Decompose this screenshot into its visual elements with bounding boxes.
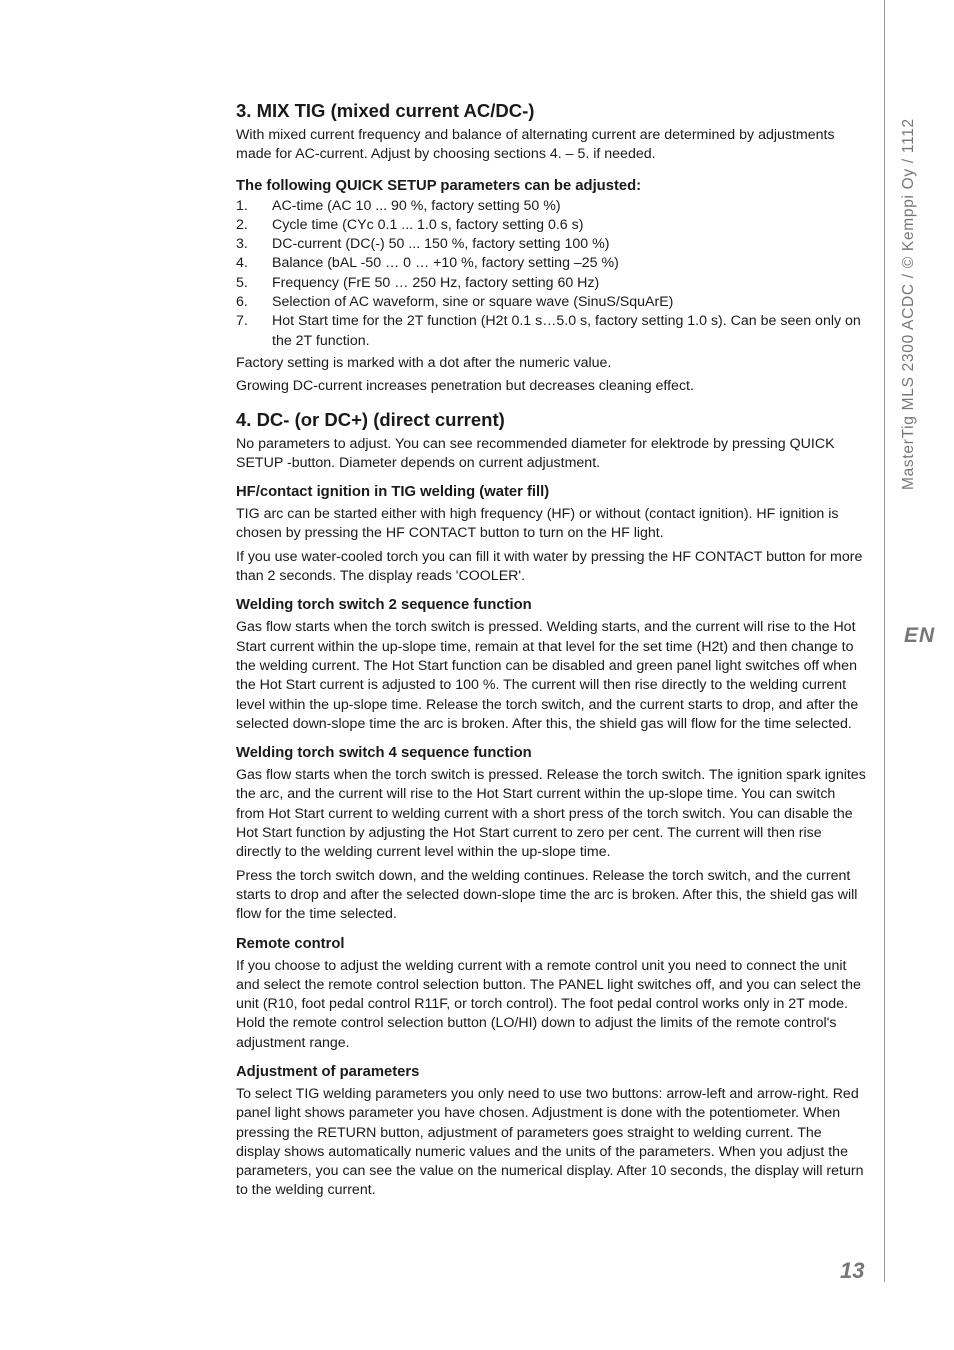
switch2-heading: Welding torch switch 2 sequence function	[236, 597, 532, 614]
dc-text: No parameters to adjust. You can see recommended diameter for elektrode by pressing QUICK SETUP -button. Diameter depends on current adjustment.	[236, 435, 835, 471]
page-content	[236, 100, 866, 1201]
dc-heading: 4. DC- (or DC+) (direct current)	[236, 408, 505, 430]
switch4-heading: Welding torch switch 4 sequence function	[236, 745, 532, 762]
quick-setup-list	[236, 197, 866, 351]
mix-tig-heading: 3. MIX TIG (mixed current AC/DC-)	[236, 100, 535, 121]
list-item: 4. Balance (bAL -50 … 0 … +10 %, factory setting –25 %)	[236, 255, 619, 272]
language-tag: EN	[904, 624, 936, 647]
hf-paragraph-2: If you use water-cooled torch you can fill it with water by pressing the HF CONTACT button for more than 2 seconds. The display reads 'COOLER'.	[236, 548, 863, 585]
list-item: 1. AC-time (AC 10 ... 90 %, factory setting 50 %)	[236, 197, 561, 214]
switch4-paragraph-1: Gas flow starts when the torch switch is pressed. Release the torch switch. The ignition spark ignites the arc, and the current will rise to the Hot Start current within the up-slope time. You can switch from Hot Start current to welding current with a short press of the torch switch. You can disable the Hot Start function by adjusting the Hot Start current to zero per cent. The current will then rise directly to the welding current level within the up-slope time.	[236, 767, 866, 861]
adjust-paragraph: To select TIG welding parameters you only need to use two buttons: arrow-left and arrow-right. Red panel light shows parameter you have chosen. Adjustment is done with the potentiometer. When pressing the RETURN button, adjustment of parameters goes straight to welding current. The display shows automatically numeric values and the units of the parameters. When you adjust the parameters, you can see the value on the numerical display. After 10 seconds, the display will return to the welding current.	[236, 1085, 864, 1199]
remote-heading: Remote control	[236, 935, 345, 952]
hf-paragraph-1: TIG arc can be started either with high frequency (HF) or without (contact ignition). HF ignition is chosen by pressing the HF CONTACT button to turn on the HF light.	[236, 506, 839, 542]
page-number: 13	[840, 1258, 865, 1283]
quick-setup-heading: The following QUICK SETUP parameters can be adjusted:	[236, 177, 642, 194]
switch2-paragraph: Gas flow starts when the torch switch is pressed. Welding starts, and the current will rise to the Hot Start current within the up-slope time, remain at that level for the set time (H2t) and then change to the welding current. The Hot Start function can be disabled and green panel light switches off when the Hot Start current is adjusted to 100 %. The current will then rise directly to the welding current level within the up-slope time. Release the torch switch, and the current starts to drop, and after the selected down-slope time the arc is broken. After this, the shield gas will flow for the time selected.	[236, 619, 859, 732]
factory-setting-note: Factory setting is marked with a dot after the numeric value.	[236, 354, 612, 371]
list-item: 3. DC-current (DC(-) 50 ... 150 %, factory setting 100 %)	[236, 236, 610, 253]
hf-heading: HF/contact ignition in TIG welding (water fill)	[236, 484, 550, 501]
list-item: 7. Hot Start time for the 2T function (H2t 0.1 s…5.0 s, factory setting 1.0 s). Can be seen only on the 2T function.	[236, 313, 861, 349]
remote-paragraph: If you choose to adjust the welding current with a remote control unit you need to connect the unit and select the remote control selection button. The PANEL light switches off, and you can select the unit (R10, foot pedal control R11F, or torch control). The foot pedal control works only in 2T mode. Hold the remote control selection button (LO/HI) down to adjust the limits of the remote control's adjustment range.	[236, 957, 861, 1051]
side-running-title: MasterTig MLS 2300 ACDC / © Kemppi Oy / 1112	[900, 118, 917, 490]
margin-divider	[884, 0, 885, 1282]
list-item: 6. Selection of AC waveform, sine or square wave (SinuS/SquArE)	[236, 294, 674, 311]
dc-current-note: Growing DC-current increases penetration but decreases cleaning effect.	[236, 378, 694, 395]
mix-tig-intro: With mixed current frequency and balance of alternating current are determined by adjustments made for AC-current. Adjust by choosing sections 4. – 5. if needed.	[236, 127, 835, 163]
list-item: 2. Cycle time (CYc 0.1 ... 1.0 s, factory setting 0.6 s)	[236, 216, 584, 233]
list-item: 5. Frequency (FrE 50 … 250 Hz, factory setting 60 Hz)	[236, 274, 600, 291]
switch4-paragraph-2: Press the torch switch down, and the welding continues. Release the torch switch, and the current starts to drop and after the selected down-slope time the arc is broken. After this, the shield gas will flow for the time selected.	[236, 867, 858, 923]
adjust-heading: Adjustment of parameters	[236, 1063, 420, 1080]
